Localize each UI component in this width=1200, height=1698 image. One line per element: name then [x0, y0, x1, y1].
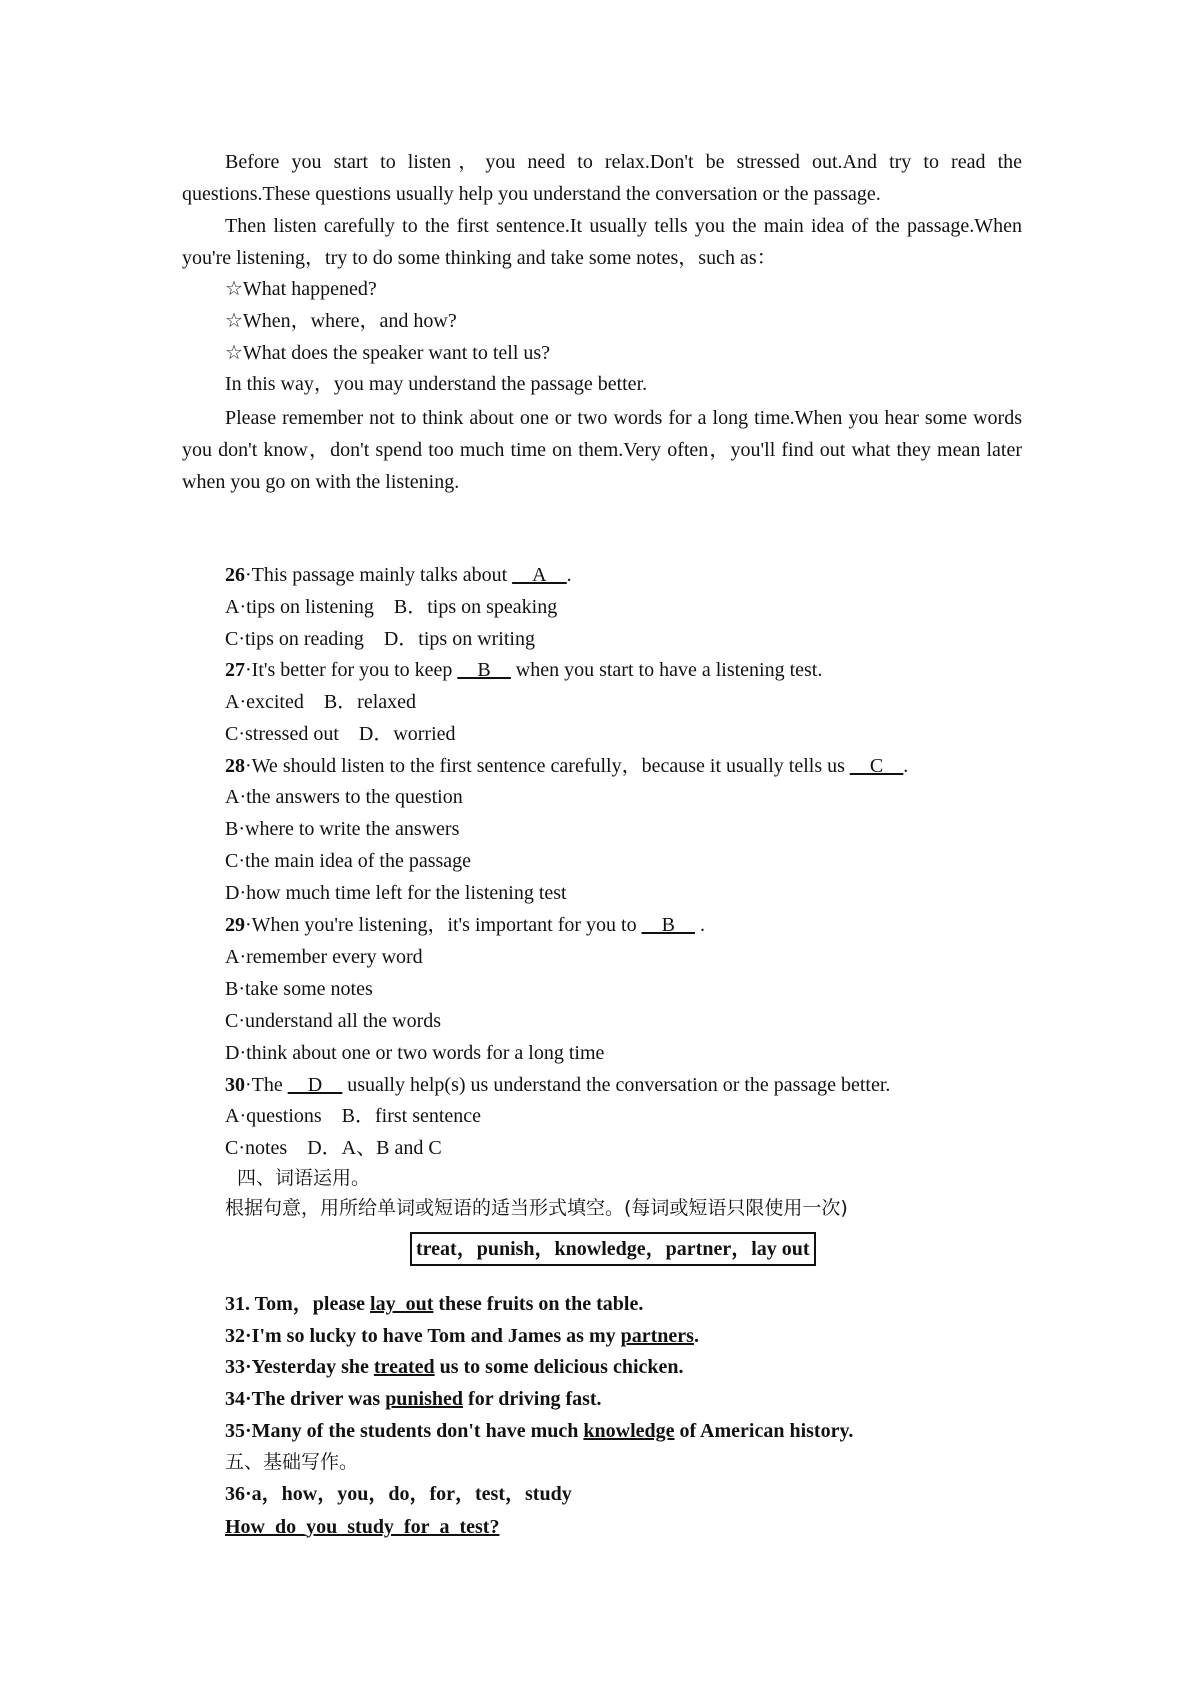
question-30-options-2: C·notes D．A、B and C: [225, 1137, 442, 1159]
answer-29: __B__: [641, 914, 695, 936]
passage-paragraph-4: Please remember not to think about one or two words for a long time.When you hear some words you don't know，don't spend too much time on them.Very often，you'll find out what they mean later when you go on with the listening.: [182, 407, 1022, 493]
fill-answer-35: knowledge: [583, 1420, 675, 1442]
question-28-option-c: C·the main idea of the passage: [225, 850, 472, 872]
passage-paragraph-2: Then listen carefully to the first sentence.It usually tells you the main idea of the passage.When you're listening，try to do some thinking and take some notes，such as：: [182, 215, 1022, 269]
section-4-heading: 四、词语运用。: [237, 1167, 371, 1189]
fill-item-32: 32·I'm so lucky to have Tom and James as my partners.: [225, 1325, 699, 1347]
passage-paragraph-1: Before you start to listen，you need to relax.Don't be stressed out.And try to read the questions.These questions usually help you understand the conversation or the passage.: [182, 151, 1022, 205]
star-item-2: ☆When，where，and how?: [225, 310, 457, 332]
section-4-instruction: 根据句意，用所给单词或短语的适当形式填空。(每词或短语只限使用一次): [225, 1197, 848, 1219]
question-30: 30·The __D__ usually help(s) us understand the conversation or the passage better.: [225, 1074, 891, 1096]
question-27-options-1: A·excited B．relaxed: [225, 691, 417, 713]
question-28-option-b: B·where to write the answers: [225, 818, 460, 840]
question-29: 29·When you're listening，it's important for you to __B__ .: [225, 914, 705, 936]
question-26-options-2: C·tips on reading D．tips on writing: [225, 628, 535, 650]
question-27: 27·It's better for you to keep __B__ when you start to have a listening test.: [225, 659, 823, 681]
question-29-option-b: B·take some notes: [225, 978, 373, 1000]
question-29-option-a: A·remember every word: [225, 946, 423, 968]
passage-paragraph-3: In this way，you may understand the passage better.: [225, 373, 648, 395]
fill-answer-31: lay_out: [370, 1293, 434, 1315]
question-36: 36·a，how，you，do，for，test，study: [225, 1483, 572, 1505]
answer-28: __C__: [849, 755, 904, 777]
question-29-option-c: C·understand all the words: [225, 1010, 442, 1032]
fill-answer-32: partners: [620, 1325, 694, 1347]
star-item-3: ☆What does the speaker want to tell us?: [225, 342, 551, 364]
question-36-answer: How_do_you_study_for_a_test?: [225, 1516, 500, 1538]
question-28: 28·We should listen to the first sentence carefully，because it usually tells us __C__.: [225, 755, 909, 777]
question-26-options-1: A·tips on listening B．tips on speaking: [225, 596, 558, 618]
question-28-option-d: D·how much time left for the listening test: [225, 882, 567, 904]
answer-30: __D__: [287, 1074, 343, 1096]
fill-item-31: 31. Tom，please lay_out these fruits on the table.: [225, 1293, 644, 1315]
question-29-option-d: D·think about one or two words for a long time: [225, 1042, 605, 1064]
fill-item-34: 34·The driver was punished for driving fast.: [225, 1388, 602, 1410]
question-28-option-a: A·the answers to the question: [225, 786, 463, 808]
fill-item-35: 35·Many of the students don't have much knowledge of American history.: [225, 1420, 854, 1442]
answer-27: __B__: [457, 659, 511, 681]
question-27-options-2: C·stressed out D．worried: [225, 723, 456, 745]
word-box: treat，punish，knowledge，partner，lay out: [410, 1232, 816, 1266]
answer-26: __A__: [512, 564, 567, 586]
question-30-options-1: A·questions B．first sentence: [225, 1105, 482, 1127]
fill-answer-33: treated: [373, 1356, 435, 1378]
fill-item-33: 33·Yesterday she treated us to some delicious chicken.: [225, 1356, 684, 1378]
question-26: 26·This passage mainly talks about __A__.: [225, 564, 572, 586]
star-item-1: ☆What happened?: [225, 278, 377, 300]
section-5-heading: 五、基础写作。: [225, 1451, 359, 1473]
fill-answer-34: punished: [385, 1388, 464, 1410]
